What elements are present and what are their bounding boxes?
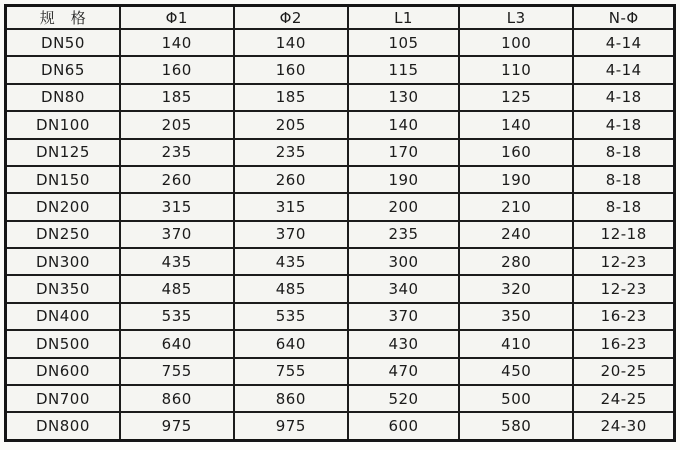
value-cell: 600 bbox=[348, 412, 459, 440]
column-header-nphi: N-Φ bbox=[573, 6, 674, 30]
value-cell: 485 bbox=[234, 275, 348, 302]
value-cell: 4-18 bbox=[573, 84, 674, 111]
value-cell: 500 bbox=[459, 385, 573, 412]
spec-cell: DN600 bbox=[6, 358, 120, 385]
column-header-l1: L1 bbox=[348, 6, 459, 30]
value-cell: 860 bbox=[120, 385, 234, 412]
value-cell: 140 bbox=[120, 29, 234, 56]
value-cell: 190 bbox=[348, 166, 459, 193]
value-cell: 8-18 bbox=[573, 139, 674, 166]
value-cell: 12-23 bbox=[573, 275, 674, 302]
value-cell: 370 bbox=[234, 221, 348, 248]
value-cell: 860 bbox=[234, 385, 348, 412]
value-cell: 260 bbox=[234, 166, 348, 193]
value-cell: 315 bbox=[120, 193, 234, 220]
value-cell: 140 bbox=[348, 111, 459, 138]
value-cell: 24-30 bbox=[573, 412, 674, 440]
value-cell: 12-23 bbox=[573, 248, 674, 275]
value-cell: 430 bbox=[348, 330, 459, 357]
value-cell: 4-14 bbox=[573, 29, 674, 56]
value-cell: 105 bbox=[348, 29, 459, 56]
value-cell: 320 bbox=[459, 275, 573, 302]
spec-cell: DN200 bbox=[6, 193, 120, 220]
value-cell: 190 bbox=[459, 166, 573, 193]
table-row bbox=[6, 56, 675, 83]
table-row bbox=[6, 385, 675, 412]
value-cell: 125 bbox=[459, 84, 573, 111]
value-cell: 300 bbox=[348, 248, 459, 275]
value-cell: 975 bbox=[120, 412, 234, 440]
value-cell: 350 bbox=[459, 303, 573, 330]
value-cell: 200 bbox=[348, 193, 459, 220]
spec-cell: DN700 bbox=[6, 385, 120, 412]
table-row bbox=[6, 358, 675, 385]
table-row bbox=[6, 275, 675, 302]
spec-cell: DN300 bbox=[6, 248, 120, 275]
value-cell: 410 bbox=[459, 330, 573, 357]
value-cell: 110 bbox=[459, 56, 573, 83]
value-cell: 160 bbox=[234, 56, 348, 83]
value-cell: 205 bbox=[120, 111, 234, 138]
value-cell: 115 bbox=[348, 56, 459, 83]
column-header-phi1: Φ1 bbox=[120, 6, 234, 30]
spec-cell: DN400 bbox=[6, 303, 120, 330]
spec-cell: DN50 bbox=[6, 29, 120, 56]
spec-table bbox=[4, 4, 676, 442]
value-cell: 185 bbox=[234, 84, 348, 111]
value-cell: 140 bbox=[234, 29, 348, 56]
spec-cell: DN350 bbox=[6, 275, 120, 302]
value-cell: 8-18 bbox=[573, 166, 674, 193]
value-cell: 470 bbox=[348, 358, 459, 385]
value-cell: 640 bbox=[120, 330, 234, 357]
value-cell: 235 bbox=[120, 139, 234, 166]
spec-cell: DN80 bbox=[6, 84, 120, 111]
value-cell: 450 bbox=[459, 358, 573, 385]
value-cell: 235 bbox=[348, 221, 459, 248]
value-cell: 340 bbox=[348, 275, 459, 302]
table-row bbox=[6, 221, 675, 248]
value-cell: 535 bbox=[120, 303, 234, 330]
table-row bbox=[6, 29, 675, 56]
value-cell: 435 bbox=[234, 248, 348, 275]
spec-cell: DN500 bbox=[6, 330, 120, 357]
value-cell: 16-23 bbox=[573, 330, 674, 357]
value-cell: 235 bbox=[234, 139, 348, 166]
table-row bbox=[6, 303, 675, 330]
spec-cell: DN125 bbox=[6, 139, 120, 166]
column-header-spec: 规 格 bbox=[6, 6, 120, 30]
value-cell: 520 bbox=[348, 385, 459, 412]
value-cell: 4-14 bbox=[573, 56, 674, 83]
value-cell: 24-25 bbox=[573, 385, 674, 412]
value-cell: 535 bbox=[234, 303, 348, 330]
value-cell: 240 bbox=[459, 221, 573, 248]
value-cell: 280 bbox=[459, 248, 573, 275]
value-cell: 20-25 bbox=[573, 358, 674, 385]
value-cell: 160 bbox=[120, 56, 234, 83]
value-cell: 4-18 bbox=[573, 111, 674, 138]
value-cell: 205 bbox=[234, 111, 348, 138]
header-row bbox=[6, 6, 675, 30]
spec-table-container bbox=[4, 4, 676, 442]
value-cell: 210 bbox=[459, 193, 573, 220]
table-row bbox=[6, 330, 675, 357]
spec-cell: DN65 bbox=[6, 56, 120, 83]
table-body bbox=[6, 29, 675, 441]
table-row bbox=[6, 412, 675, 440]
value-cell: 140 bbox=[459, 111, 573, 138]
value-cell: 8-18 bbox=[573, 193, 674, 220]
column-header-phi2: Φ2 bbox=[234, 6, 348, 30]
table-row bbox=[6, 84, 675, 111]
spec-cell: DN250 bbox=[6, 221, 120, 248]
column-header-l3: L3 bbox=[459, 6, 573, 30]
value-cell: 130 bbox=[348, 84, 459, 111]
value-cell: 315 bbox=[234, 193, 348, 220]
value-cell: 640 bbox=[234, 330, 348, 357]
value-cell: 370 bbox=[120, 221, 234, 248]
table-row bbox=[6, 248, 675, 275]
value-cell: 755 bbox=[120, 358, 234, 385]
value-cell: 485 bbox=[120, 275, 234, 302]
value-cell: 12-18 bbox=[573, 221, 674, 248]
table-row bbox=[6, 111, 675, 138]
value-cell: 260 bbox=[120, 166, 234, 193]
table-row bbox=[6, 166, 675, 193]
table-row bbox=[6, 139, 675, 166]
value-cell: 975 bbox=[234, 412, 348, 440]
value-cell: 580 bbox=[459, 412, 573, 440]
value-cell: 755 bbox=[234, 358, 348, 385]
spec-cell: DN150 bbox=[6, 166, 120, 193]
value-cell: 160 bbox=[459, 139, 573, 166]
value-cell: 435 bbox=[120, 248, 234, 275]
value-cell: 16-23 bbox=[573, 303, 674, 330]
value-cell: 100 bbox=[459, 29, 573, 56]
spec-cell: DN100 bbox=[6, 111, 120, 138]
spec-cell: DN800 bbox=[6, 412, 120, 440]
value-cell: 370 bbox=[348, 303, 459, 330]
table-row bbox=[6, 193, 675, 220]
value-cell: 185 bbox=[120, 84, 234, 111]
value-cell: 170 bbox=[348, 139, 459, 166]
